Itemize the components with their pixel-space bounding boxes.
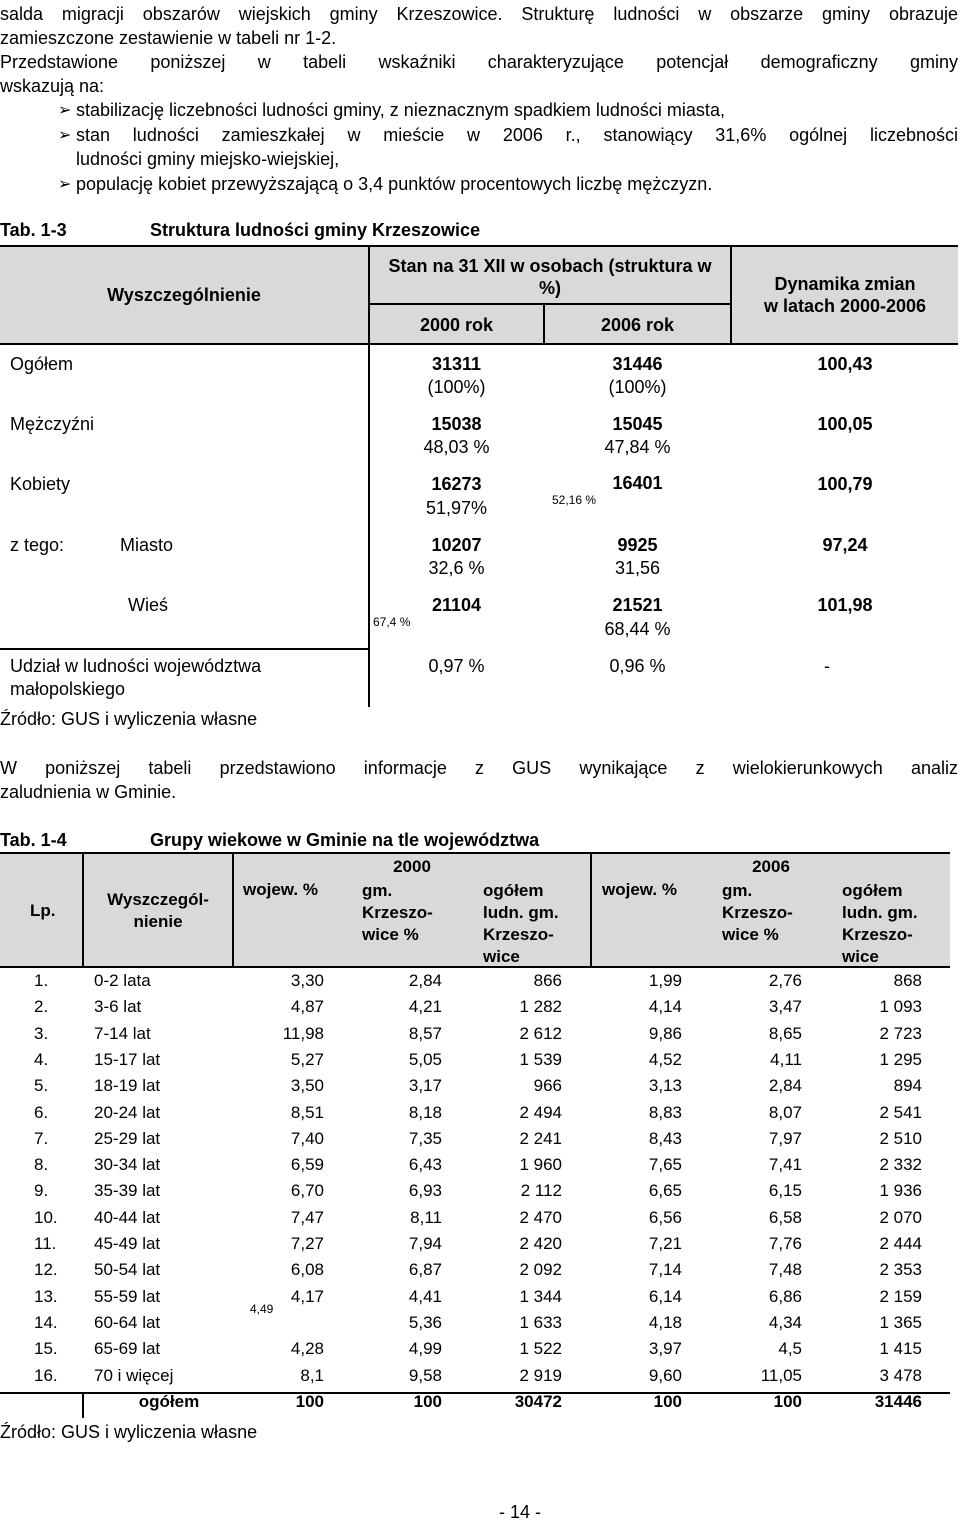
cell: 1 960: [519, 1155, 562, 1175]
row-label: 25-29 lat: [94, 1128, 161, 1148]
cell: 866: [533, 971, 562, 990]
row-label: 15-17 lat: [94, 1049, 161, 1069]
row-label: 0-2 lata: [94, 971, 151, 990]
cell: 8,65: [768, 1023, 802, 1043]
row-label: ogółem: [138, 1391, 200, 1411]
row-label: Udział w ludności województwa: [10, 656, 262, 676]
source-note: Źródło: GUS i wyliczenia własne: [0, 1422, 258, 1442]
cell: 6,14: [648, 1286, 682, 1306]
header-dynamics: w latach 2000-2006: [763, 296, 927, 316]
row-label: 20-24 lat: [94, 1102, 161, 1122]
row-number: 1.: [34, 971, 49, 990]
cell: 6,70: [290, 1181, 324, 1201]
cell: 1 633: [519, 1312, 562, 1332]
row-label: małopolskiego: [10, 679, 126, 699]
cell: 1 282: [519, 997, 562, 1017]
row-label: Mężczyźni: [10, 414, 95, 434]
cell: 100,79: [817, 474, 873, 494]
cell: 8,51: [290, 1102, 324, 1122]
header-lp: Lp.: [30, 901, 56, 920]
cell: 2 612: [519, 1023, 562, 1043]
table-title: Grupy wiekowe w Gminie na tle województwa: [150, 830, 540, 850]
cell: 30472: [514, 1391, 562, 1411]
intro-line: wskazują na:: [0, 76, 105, 96]
cell: 32,6 %: [428, 558, 485, 578]
cell: 1 365: [879, 1312, 922, 1332]
cell: 68,44 %: [604, 619, 671, 639]
row-number: 4.: [34, 1049, 49, 1069]
cell: 3,13: [648, 1076, 682, 1096]
bullet-icon: ➢: [58, 176, 72, 193]
header-2000: 2000: [393, 857, 431, 876]
row-number: 9.: [34, 1181, 49, 1201]
cell: 2 159: [879, 1286, 922, 1306]
divider: [0, 245, 958, 247]
intro-line: salda migracji obszarów wiejskich gminy Krzeszowice. Strukturę ludności w obszarze gminy obrazuje: [0, 4, 958, 24]
header-spec: Wyszczegól-: [107, 890, 209, 909]
row-number: 2.: [34, 997, 49, 1017]
cell: 67,4 %: [373, 615, 411, 629]
cell: 0,97 %: [428, 656, 485, 676]
cell: 5,27: [290, 1049, 324, 1069]
row-number: 8.: [34, 1155, 49, 1175]
divider: [82, 1392, 84, 1418]
cell: 4,11: [770, 1049, 802, 1069]
intro-line: Przedstawione poniższej w tabeli wskaźniki charakteryzujące potencjał demograficzny gminy: [0, 52, 958, 72]
cell: 4,21: [408, 997, 442, 1017]
cell: 4,34: [768, 1312, 802, 1332]
header-state: Stan na 31 XII w osobach (struktura w: [388, 256, 712, 276]
cell: 2 112: [520, 1181, 562, 1201]
header-gm: gm. Krzeszo- wice %: [362, 881, 433, 944]
cell: 4,14: [648, 997, 682, 1017]
cell: 3,47: [768, 997, 802, 1017]
cell: 2 241: [519, 1128, 562, 1148]
row-label: z tego:: [10, 535, 65, 555]
bullet-text: stan ludności zamieszkałej w mieście w 2006 r., stanowiący 31,6% ogólnej liczebności: [76, 125, 958, 145]
header-total: ogółem ludn. gm. Krzeszo- wice: [483, 881, 559, 966]
cell: 5,36: [408, 1312, 442, 1332]
cell: 7,47: [290, 1207, 324, 1227]
intro-line: zamieszczone zestawienie w tabeli nr 1-2.: [0, 28, 337, 48]
page-number: - 14 -: [498, 1502, 541, 1522]
header-2000: 2000 rok: [419, 315, 494, 335]
table-title: Struktura ludności gminy Krzeszowice: [150, 220, 481, 240]
cell: 2,84: [768, 1076, 802, 1096]
divider: [0, 852, 950, 854]
cell: 16273: [431, 474, 482, 494]
cell: 4,99: [408, 1339, 442, 1359]
cell: 1 415: [879, 1339, 922, 1359]
row-label: Ogółem: [10, 354, 74, 374]
cell: 2 092: [519, 1260, 562, 1280]
cell: 8,1: [300, 1365, 324, 1385]
cell: 7,41: [768, 1155, 802, 1175]
row-number: 14.: [34, 1312, 58, 1332]
header-2006: 2006 rok: [600, 315, 675, 335]
header-woj: wojew. %: [243, 880, 318, 899]
cell: -: [824, 656, 830, 676]
row-label: 35-39 lat: [94, 1181, 161, 1201]
row-label: 45-49 lat: [94, 1234, 161, 1253]
cell: 2,84: [408, 971, 442, 990]
cell: 97,24: [822, 535, 868, 555]
cell: 3,17: [408, 1076, 442, 1096]
cell: 16401: [612, 473, 663, 493]
cell: 51,97%: [425, 498, 488, 518]
cell: 6,59: [290, 1155, 324, 1175]
cell: (100%): [608, 377, 667, 397]
cell: 1 295: [879, 1049, 922, 1069]
cell: 31,56: [614, 558, 661, 578]
cell: 6,87: [408, 1260, 442, 1280]
cell: 2 541: [879, 1102, 922, 1122]
bullet-text: stabilizację liczebności ludności gminy, z nieznacznym spadkiem ludności miasta,: [76, 100, 725, 120]
row-number: 12.: [34, 1260, 58, 1280]
cell: 100: [295, 1391, 324, 1411]
cell: 10207: [431, 535, 482, 555]
header-dynamics: Dynamika zmian: [774, 274, 916, 294]
divider: [82, 852, 84, 968]
header-state: %): [539, 278, 561, 298]
cell: 7,65: [648, 1155, 682, 1175]
cell: 9,86: [648, 1023, 682, 1043]
cell: 31446: [612, 354, 663, 374]
bullet-text: populację kobiet przewyższającą o 3,4 punktów procentowych liczbę mężczyzn.: [76, 174, 713, 194]
source-note: Źródło: GUS i wyliczenia własne: [0, 709, 258, 729]
paragraph-line: zaludnienia w Gminie.: [0, 782, 177, 802]
row-label: 18-19 lat: [94, 1076, 161, 1096]
cell: 966: [533, 1076, 562, 1096]
cell: 7,21: [648, 1234, 682, 1253]
row-number: 5.: [34, 1076, 49, 1096]
cell: 100: [653, 1391, 682, 1411]
cell: 8,83: [648, 1102, 682, 1122]
row-number: 13.: [34, 1286, 58, 1306]
row-label: 70 i więcej: [94, 1365, 174, 1385]
divider: [0, 343, 958, 345]
cell: 100,43: [817, 354, 873, 374]
cell: 101,98: [817, 595, 873, 615]
cell: 2 470: [519, 1207, 562, 1227]
cell: 6,58: [768, 1207, 802, 1227]
cell: 2 510: [879, 1128, 922, 1148]
cell: (100%): [427, 377, 486, 397]
cell: 7,14: [648, 1260, 682, 1280]
cell: 9925: [617, 535, 658, 555]
cell: 8,57: [408, 1023, 442, 1043]
cell: 11,98: [282, 1023, 324, 1043]
cell: 6,56: [648, 1207, 682, 1227]
cell: 1 936: [879, 1181, 922, 1201]
paragraph-line: W poniższej tabeli przedstawiono informacje z GUS wynikające z wielokierunkowych analiz: [0, 758, 958, 778]
cell: 7,48: [768, 1260, 802, 1280]
cell: 6,93: [408, 1181, 442, 1201]
cell: 6,15: [768, 1181, 802, 1201]
cell: 6,86: [768, 1286, 802, 1306]
cell: 11,05: [760, 1365, 802, 1385]
cell: 4,87: [290, 997, 324, 1017]
row-label: 50-54 lat: [94, 1260, 161, 1280]
header-spec: nienie: [133, 912, 183, 931]
cell: 100: [413, 1391, 442, 1411]
cell: 4,49: [250, 1301, 274, 1316]
cell: 2 444: [879, 1234, 922, 1253]
cell: 48,03 %: [423, 437, 490, 457]
cell: 3,97: [648, 1339, 682, 1359]
cell: 7,40: [290, 1128, 324, 1148]
row-label: 40-44 lat: [94, 1207, 161, 1227]
row-label: 65-69 lat: [94, 1339, 161, 1359]
bullet-text: ludności gminy miejsko-wiejskiej,: [76, 149, 340, 169]
row-label: 30-34 lat: [94, 1155, 161, 1175]
row-number: 16.: [34, 1365, 58, 1385]
cell: 2 420: [519, 1234, 562, 1253]
cell: 15038: [431, 414, 482, 434]
cell: 3,30: [290, 971, 324, 990]
cell: 47,84 %: [604, 437, 671, 457]
row-label: 7-14 lat: [94, 1023, 151, 1043]
cell: 8,18: [408, 1102, 442, 1122]
divider: [0, 648, 370, 650]
cell: 6,43: [408, 1155, 442, 1175]
table-label: Tab. 1-4: [0, 830, 67, 850]
cell: 4,28: [290, 1339, 324, 1359]
cell: 3,50: [290, 1076, 324, 1096]
cell: 7,76: [768, 1234, 802, 1253]
row-label: 3-6 lat: [94, 997, 142, 1017]
cell: 1 344: [519, 1286, 562, 1306]
cell: 894: [893, 1076, 922, 1096]
cell: 7,27: [290, 1234, 324, 1253]
cell: 31446: [874, 1391, 922, 1411]
cell: 31311: [431, 354, 482, 374]
header-gm: gm. Krzeszo- wice %: [722, 881, 793, 944]
cell: 1 522: [519, 1339, 562, 1359]
cell: 52,16 %: [552, 493, 597, 507]
cell: 9,60: [648, 1365, 682, 1385]
cell: 2 919: [519, 1365, 562, 1385]
row-label: Kobiety: [10, 474, 71, 494]
cell: 21104: [431, 595, 482, 615]
row-number: 6.: [34, 1102, 49, 1122]
bullet-icon: ➢: [58, 127, 72, 144]
header-woj: wojew. %: [602, 880, 677, 899]
cell: 1,99: [648, 971, 682, 990]
row-number: 3.: [34, 1023, 49, 1043]
row-label: Miasto: [120, 535, 174, 555]
cell: 100: [773, 1391, 802, 1411]
cell: 4,41: [408, 1286, 442, 1306]
header-total: ogółem ludn. gm. Krzeszo- wice: [842, 881, 918, 966]
cell: 100,05: [817, 414, 873, 434]
cell: 7,35: [408, 1128, 442, 1148]
cell: 4,5: [778, 1339, 802, 1359]
row-number: 10.: [34, 1207, 58, 1227]
row-number: 11.: [34, 1234, 57, 1253]
cell: 2 332: [879, 1155, 922, 1175]
row-number: 7.: [34, 1128, 49, 1148]
cell: 6,65: [648, 1181, 682, 1201]
cell: 21521: [612, 595, 663, 615]
cell: 3 478: [879, 1365, 922, 1385]
cell: 2 723: [879, 1023, 922, 1043]
cell: 7,94: [408, 1234, 442, 1253]
cell: 8,11: [410, 1207, 442, 1227]
table-label: Tab. 1-3: [0, 220, 67, 240]
cell: 7,97: [768, 1128, 802, 1148]
cell: 6,08: [290, 1260, 324, 1280]
cell: 15045: [612, 414, 663, 434]
cell: 4,17: [290, 1286, 324, 1306]
row-label: Wieś: [128, 595, 168, 615]
divider: [368, 345, 370, 707]
cell: 4,52: [648, 1049, 682, 1069]
cell: 5,05: [408, 1049, 442, 1069]
cell: 8,07: [768, 1102, 802, 1122]
bullet-icon: ➢: [58, 102, 72, 119]
cell: 2 070: [879, 1207, 922, 1227]
divider: [0, 966, 950, 968]
cell: 2,76: [768, 971, 802, 990]
cell: 8,43: [648, 1128, 682, 1148]
header-spec: Wyszczególnienie: [107, 285, 261, 305]
cell: 0,96 %: [609, 656, 666, 676]
row-number: 15.: [34, 1339, 58, 1359]
cell: 868: [893, 971, 922, 990]
cell: 1 539: [519, 1049, 562, 1069]
cell: 9,58: [408, 1365, 442, 1385]
cell: 2 353: [879, 1260, 922, 1280]
cell: 2 494: [519, 1102, 562, 1122]
row-label: 55-59 lat: [94, 1286, 161, 1306]
cell: 4,18: [648, 1312, 682, 1332]
row-label: 60-64 lat: [94, 1312, 161, 1332]
divider: [368, 303, 732, 305]
cell: 1 093: [879, 997, 922, 1017]
header-2006: 2006: [752, 857, 790, 876]
